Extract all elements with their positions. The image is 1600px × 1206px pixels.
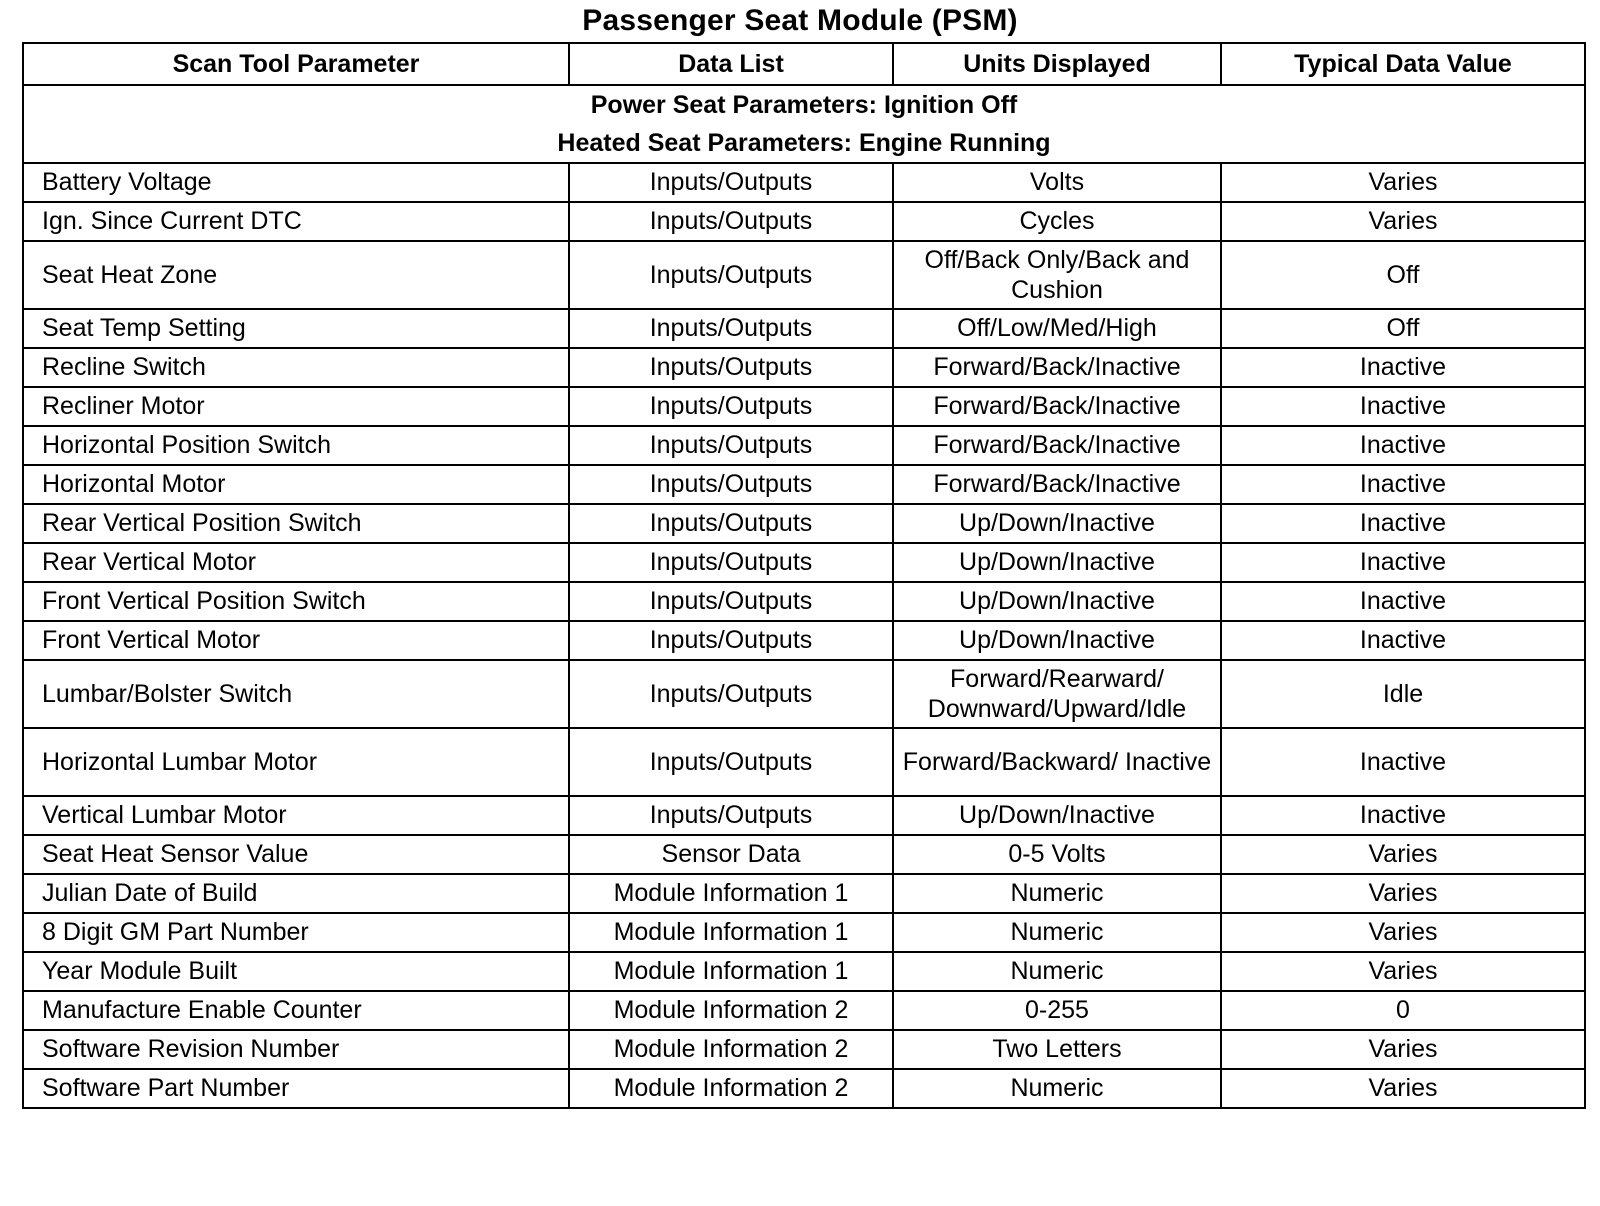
cell-data-list: Module Information 1	[569, 913, 893, 952]
cell-typical-data-value: Varies	[1221, 1069, 1585, 1108]
table-row	[23, 348, 1585, 387]
cell-units-displayed: Up/Down/Inactive	[893, 504, 1221, 543]
cell-units-displayed: Numeric	[893, 874, 1221, 913]
cell-typical-data-value: Varies	[1221, 835, 1585, 874]
cell-data-list: Inputs/Outputs	[569, 543, 893, 582]
cell-typical-data-value: Inactive	[1221, 348, 1585, 387]
cell-data-list: Inputs/Outputs	[569, 796, 893, 835]
cell-data-list: Inputs/Outputs	[569, 426, 893, 465]
cell-data-list: Inputs/Outputs	[569, 582, 893, 621]
header-units-displayed: Units Displayed	[893, 43, 1221, 85]
cell-units-displayed: Forward/Back/Inactive	[893, 426, 1221, 465]
cell-units-displayed: Up/Down/Inactive	[893, 796, 1221, 835]
cell-typical-data-value: Inactive	[1221, 796, 1585, 835]
table-row	[23, 913, 1585, 952]
section-cell	[23, 85, 1585, 163]
table-row	[23, 163, 1585, 202]
table-row	[23, 582, 1585, 621]
cell-data-list: Inputs/Outputs	[569, 660, 893, 728]
cell-scan-tool-parameter: Recliner Motor	[23, 387, 569, 426]
cell-scan-tool-parameter: Seat Temp Setting	[23, 309, 569, 348]
cell-data-list: Inputs/Outputs	[569, 465, 893, 504]
cell-data-list: Module Information 1	[569, 952, 893, 991]
cell-typical-data-value: Varies	[1221, 1030, 1585, 1069]
cell-data-list: Inputs/Outputs	[569, 348, 893, 387]
cell-units-displayed: Two Letters	[893, 1030, 1221, 1069]
cell-typical-data-value: Off	[1221, 309, 1585, 348]
cell-scan-tool-parameter: Seat Heat Sensor Value	[23, 835, 569, 874]
cell-scan-tool-parameter: Lumbar/Bolster Switch	[23, 660, 569, 728]
table-row	[23, 1069, 1585, 1108]
cell-units-displayed: Forward/Back/Inactive	[893, 465, 1221, 504]
cell-typical-data-value: Inactive	[1221, 543, 1585, 582]
table-row	[23, 387, 1585, 426]
cell-data-list: Sensor Data	[569, 835, 893, 874]
cell-typical-data-value: Inactive	[1221, 504, 1585, 543]
cell-typical-data-value: Varies	[1221, 952, 1585, 991]
cell-units-displayed: Off/Back Only/Back and Cushion	[893, 241, 1221, 309]
cell-scan-tool-parameter: Front Vertical Position Switch	[23, 582, 569, 621]
cell-scan-tool-parameter: Rear Vertical Position Switch	[23, 504, 569, 543]
cell-data-list: Inputs/Outputs	[569, 387, 893, 426]
cell-typical-data-value: Off	[1221, 241, 1585, 309]
cell-scan-tool-parameter: 8 Digit GM Part Number	[23, 913, 569, 952]
page-title: Passenger Seat Module (PSM)	[582, 4, 1018, 37]
cell-typical-data-value: Inactive	[1221, 728, 1585, 796]
table-row	[23, 202, 1585, 241]
cell-units-displayed: 0-5 Volts	[893, 835, 1221, 874]
cell-scan-tool-parameter: Ign. Since Current DTC	[23, 202, 569, 241]
cell-typical-data-value: Inactive	[1221, 465, 1585, 504]
cell-typical-data-value: Idle	[1221, 660, 1585, 728]
table-row	[23, 543, 1585, 582]
table-row	[23, 241, 1585, 309]
cell-scan-tool-parameter: Manufacture Enable Counter	[23, 991, 569, 1030]
table-row	[23, 426, 1585, 465]
table-row	[23, 728, 1585, 796]
cell-units-displayed: Cycles	[893, 202, 1221, 241]
cell-units-displayed: Numeric	[893, 913, 1221, 952]
cell-typical-data-value: Inactive	[1221, 582, 1585, 621]
cell-scan-tool-parameter: Battery Voltage	[23, 163, 569, 202]
cell-scan-tool-parameter: Julian Date of Build	[23, 874, 569, 913]
cell-typical-data-value: Varies	[1221, 913, 1585, 952]
cell-scan-tool-parameter: Seat Heat Zone	[23, 241, 569, 309]
cell-units-displayed: Numeric	[893, 952, 1221, 991]
table-row	[23, 874, 1585, 913]
cell-typical-data-value: Varies	[1221, 163, 1585, 202]
cell-typical-data-value: 0	[1221, 991, 1585, 1030]
cell-scan-tool-parameter: Vertical Lumbar Motor	[23, 796, 569, 835]
cell-units-displayed: Volts	[893, 163, 1221, 202]
cell-data-list: Module Information 2	[569, 1069, 893, 1108]
header-scan-tool-parameter: Scan Tool Parameter	[23, 43, 569, 85]
cell-typical-data-value: Inactive	[1221, 426, 1585, 465]
cell-data-list: Inputs/Outputs	[569, 202, 893, 241]
cell-data-list: Inputs/Outputs	[569, 309, 893, 348]
psm-data-table	[22, 42, 1586, 1109]
cell-scan-tool-parameter: Software Revision Number	[23, 1030, 569, 1069]
cell-scan-tool-parameter: Horizontal Lumbar Motor	[23, 728, 569, 796]
table-row	[23, 1030, 1585, 1069]
cell-units-displayed: 0-255	[893, 991, 1221, 1030]
header-data-list: Data List	[569, 43, 893, 85]
cell-data-list: Inputs/Outputs	[569, 728, 893, 796]
cell-units-displayed: Up/Down/Inactive	[893, 543, 1221, 582]
header-typical-data-value: Typical Data Value	[1221, 43, 1585, 85]
cell-scan-tool-parameter: Horizontal Motor	[23, 465, 569, 504]
cell-data-list: Module Information 2	[569, 1030, 893, 1069]
cell-units-displayed: Forward/Back/Inactive	[893, 387, 1221, 426]
cell-scan-tool-parameter: Recline Switch	[23, 348, 569, 387]
cell-units-displayed: Forward/Backward/ Inactive	[893, 728, 1221, 796]
table-row	[23, 504, 1585, 543]
cell-data-list: Module Information 1	[569, 874, 893, 913]
cell-typical-data-value: Varies	[1221, 874, 1585, 913]
cell-data-list: Inputs/Outputs	[569, 621, 893, 660]
section-line-power-seat: Power Seat Parameters: Ignition Off	[590, 91, 1018, 119]
table-row	[23, 991, 1585, 1030]
cell-scan-tool-parameter: Software Part Number	[23, 1069, 569, 1108]
cell-data-list: Inputs/Outputs	[569, 504, 893, 543]
cell-scan-tool-parameter: Rear Vertical Motor	[23, 543, 569, 582]
cell-units-displayed: Off/Low/Med/High	[893, 309, 1221, 348]
cell-scan-tool-parameter: Front Vertical Motor	[23, 621, 569, 660]
table-row	[23, 309, 1585, 348]
table-row	[23, 621, 1585, 660]
table-row	[23, 660, 1585, 728]
cell-typical-data-value: Inactive	[1221, 387, 1585, 426]
cell-data-list: Inputs/Outputs	[569, 163, 893, 202]
cell-units-displayed: Up/Down/Inactive	[893, 582, 1221, 621]
cell-scan-tool-parameter: Year Module Built	[23, 952, 569, 991]
cell-data-list: Inputs/Outputs	[569, 241, 893, 309]
cell-units-displayed: Up/Down/Inactive	[893, 621, 1221, 660]
section-line-heated-seat: Heated Seat Parameters: Engine Running	[557, 129, 1051, 157]
header-row	[23, 43, 1585, 85]
table-row	[23, 952, 1585, 991]
cell-typical-data-value: Varies	[1221, 202, 1585, 241]
table-row	[23, 796, 1585, 835]
cell-units-displayed: Forward/Rearward/ Downward/Upward/Idle	[893, 660, 1221, 728]
cell-scan-tool-parameter: Horizontal Position Switch	[23, 426, 569, 465]
table-row	[23, 465, 1585, 504]
section-row	[23, 85, 1585, 163]
cell-data-list: Module Information 2	[569, 991, 893, 1030]
cell-units-displayed: Forward/Back/Inactive	[893, 348, 1221, 387]
cell-units-displayed: Numeric	[893, 1069, 1221, 1108]
table-row	[23, 835, 1585, 874]
cell-typical-data-value: Inactive	[1221, 621, 1585, 660]
